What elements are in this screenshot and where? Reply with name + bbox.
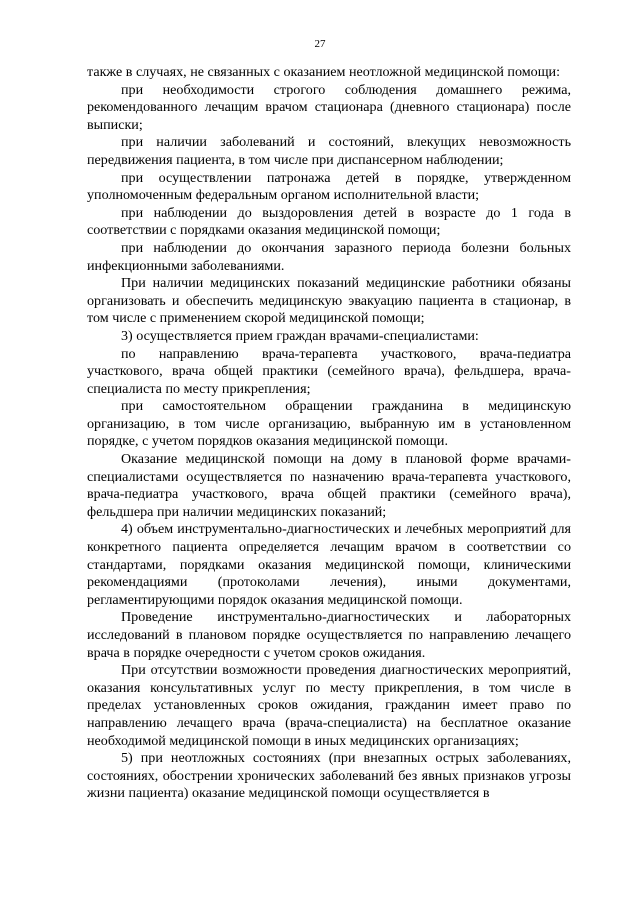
- paragraph: при осуществлении патронажа детей в порядке, утвержденном уполномоченным федеральным органом исполнительной власти;: [87, 169, 571, 204]
- paragraph: 5) при неотложных состояниях (при внезапных острых заболеваниях, состояниях, обострении хронических заболеваний без явных признаков угрозы жизни пациента) оказание медицинской помощи осуществляется в: [87, 750, 571, 802]
- paragraph: также в случаях, не связанных с оказанием неотложной медицинской помощи:: [87, 64, 561, 80]
- paragraph: Оказание медицинской помощи на дому в плановой форме врачами-специалистами осуществляется по назначению врача-терапевта участкового, врача-педиатра участкового, врача общей практики (семейного врача), фельдшера при наличии медицинских показаний;: [87, 451, 571, 520]
- paragraph: 3) осуществляется прием граждан врачами-специалистами:: [121, 327, 479, 344]
- page-number: 27: [314, 38, 326, 50]
- document-body: [87, 64, 571, 803]
- paragraph: 4) объем инструментально-диагностических и лечебных мероприятий для конкретного пациента определяется лечащим врачом в соответствии со стандартами, порядками оказания медицинской помощи, клиническими рекомендациями (протоколами лечения), иными документами, регламентирующими порядок оказания медицинской помощи.: [87, 521, 571, 608]
- paragraph: при наблюдении до выздоровления детей в возрасте до 1 года в соответствии с порядками оказания медицинской помощи;: [87, 204, 571, 239]
- paragraph: при необходимости строгого соблюдения домашнего режима, рекомендованного лечащим врачом стационара (дневного стационара) после выписки;: [87, 81, 571, 133]
- paragraph: При наличии медицинских показаний медицинские работники обязаны организовать и обеспечить медицинскую эвакуацию пациента в стационар, в том числе с применением скорой медицинской помощи;: [87, 275, 571, 327]
- paragraph: При отсутствии возможности проведения диагностических мероприятий, оказания консультативных услуг по месту прикрепления, в том числе в пределах установленных сроков ожидания, гражданин имеет право по направлению лечащего врача (врача-специалиста) на бесплатное оказание необходимой медицинской помощи в иных медицинских организациях;: [87, 662, 571, 749]
- paragraph: Проведение инструментально-диагностических и лабораторных исследований в плановом порядке осуществляется по направлению лечащего врача в порядке очередности с учетом сроков ожидания.: [87, 609, 571, 661]
- paragraph: по направлению врача-терапевта участкового, врача-педиатра участкового, врача общей практики (семейного врача), фельдшера, врача-специалиста по месту прикрепления;: [87, 345, 571, 397]
- paragraph: при наблюдении до окончания заразного периода болезни больных инфекционными заболеваниями.: [87, 239, 571, 274]
- paragraph: при самостоятельном обращении гражданина в медицинскую организацию, в том числе организацию, выбранную им в установленном порядке, с учетом порядков оказания медицинской помощи.: [87, 398, 571, 450]
- paragraph: при наличии заболеваний и состояний, влекущих невозможность передвижения пациента, в том числе при диспансерном наблюдении;: [87, 134, 571, 168]
